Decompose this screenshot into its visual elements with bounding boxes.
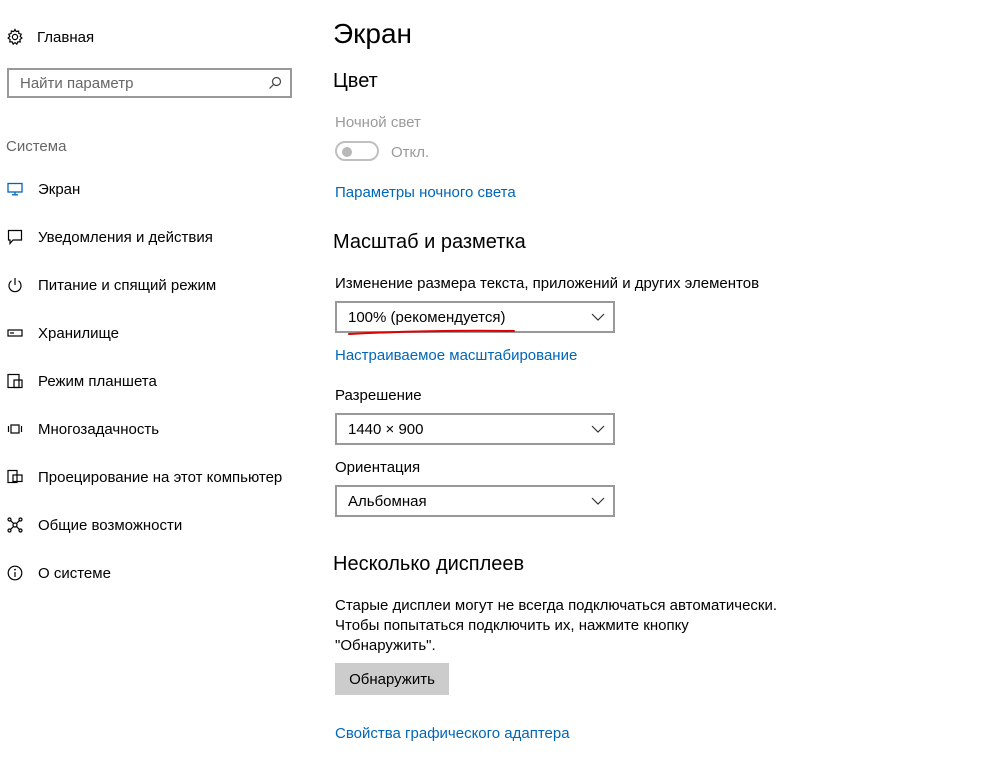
- orientation-select[interactable]: [335, 485, 615, 517]
- sidebar-item-label: Питание и спящий режим: [38, 276, 217, 294]
- sidebar-item-label: Общие возможности: [38, 516, 183, 534]
- graphics-adapter-properties-link[interactable]: Свойства графического адаптера: [335, 725, 570, 742]
- sidebar-item-multitasking[interactable]: [6, 417, 159, 441]
- resolution-select-value: 1440 × 900: [348, 420, 424, 438]
- sidebar-item-label: Уведомления и действия: [38, 228, 213, 246]
- sidebar-item-label: О системе: [38, 564, 111, 582]
- search-icon: [268, 76, 282, 90]
- custom-scaling-link[interactable]: Настраиваемое масштабирование: [335, 347, 578, 364]
- toggle-knob: [342, 147, 352, 157]
- description-line: Старые дисплеи могут не всегда подключаться автоматически.: [335, 597, 778, 614]
- multi-display-description: [335, 596, 777, 656]
- scale-select-value: 100% (рекомендуется): [348, 308, 506, 326]
- sidebar-item-label: Проецирование на этот компьютер: [38, 468, 283, 486]
- sidebar-item-label: Режим планшета: [38, 372, 157, 390]
- night-light-settings-link[interactable]: Параметры ночного света: [335, 184, 516, 201]
- section-heading-multiple-displays: Несколько дисплеев: [333, 553, 525, 575]
- sidebar-item-notifications[interactable]: [6, 225, 213, 249]
- storage-icon: [6, 324, 24, 342]
- scale-size-label: Изменение размера текста, приложений и других элементов: [335, 275, 760, 292]
- sidebar-item-display[interactable]: [6, 177, 80, 201]
- detect-button[interactable]: Обнаружить: [335, 663, 449, 695]
- shared-experience-icon: [6, 516, 24, 534]
- monitor-icon: [6, 180, 24, 198]
- description-line: "Обнаружить".: [335, 637, 436, 654]
- resolution-label: Разрешение: [335, 387, 422, 404]
- sidebar-item-label: Многозадачность: [38, 420, 160, 438]
- chevron-down-icon: [591, 497, 605, 505]
- section-heading-color: Цвет: [333, 70, 378, 92]
- search-placeholder: Найти параметр: [20, 74, 134, 92]
- sidebar-item-projection[interactable]: [6, 465, 282, 489]
- orientation-select-value: Альбомная: [348, 492, 427, 510]
- night-light-toggle[interactable]: [335, 141, 379, 161]
- chevron-down-icon: [591, 425, 605, 433]
- orientation-label: Ориентация: [335, 459, 421, 476]
- sidebar-item-power[interactable]: [6, 273, 216, 297]
- sidebar-section-title: Система: [6, 138, 67, 155]
- info-icon: [6, 564, 24, 582]
- red-underline-annotation: [348, 329, 516, 337]
- sidebar-item-label: Хранилище: [38, 324, 119, 342]
- home-label: Главная: [37, 28, 95, 46]
- sidebar-item-storage[interactable]: [6, 321, 119, 345]
- notification-icon: [6, 228, 24, 246]
- sidebar-item-label: Экран: [38, 180, 81, 198]
- power-icon: [6, 276, 24, 294]
- sidebar-item-about[interactable]: [6, 561, 111, 585]
- multitask-icon: [6, 420, 24, 438]
- scale-select-value-wrap: [348, 309, 505, 326]
- search-input[interactable]: [7, 68, 292, 98]
- description-line: Чтобы попытаться подключить их, нажмите кнопку: [335, 617, 689, 634]
- chevron-down-icon: [591, 313, 605, 321]
- projection-icon: [6, 468, 24, 486]
- scale-select[interactable]: [335, 301, 615, 333]
- sidebar-item-shared[interactable]: [6, 513, 182, 537]
- sidebar-item-tablet[interactable]: [6, 369, 157, 393]
- section-heading-scale: Масштаб и разметка: [333, 231, 526, 253]
- night-light-label: Ночной свет: [335, 114, 421, 131]
- resolution-select[interactable]: [335, 413, 615, 445]
- night-light-state: Откл.: [391, 144, 430, 161]
- page-title: Экран: [333, 18, 412, 49]
- gear-icon: [6, 28, 24, 46]
- sidebar-home[interactable]: [6, 26, 94, 48]
- tablet-icon: [6, 372, 24, 390]
